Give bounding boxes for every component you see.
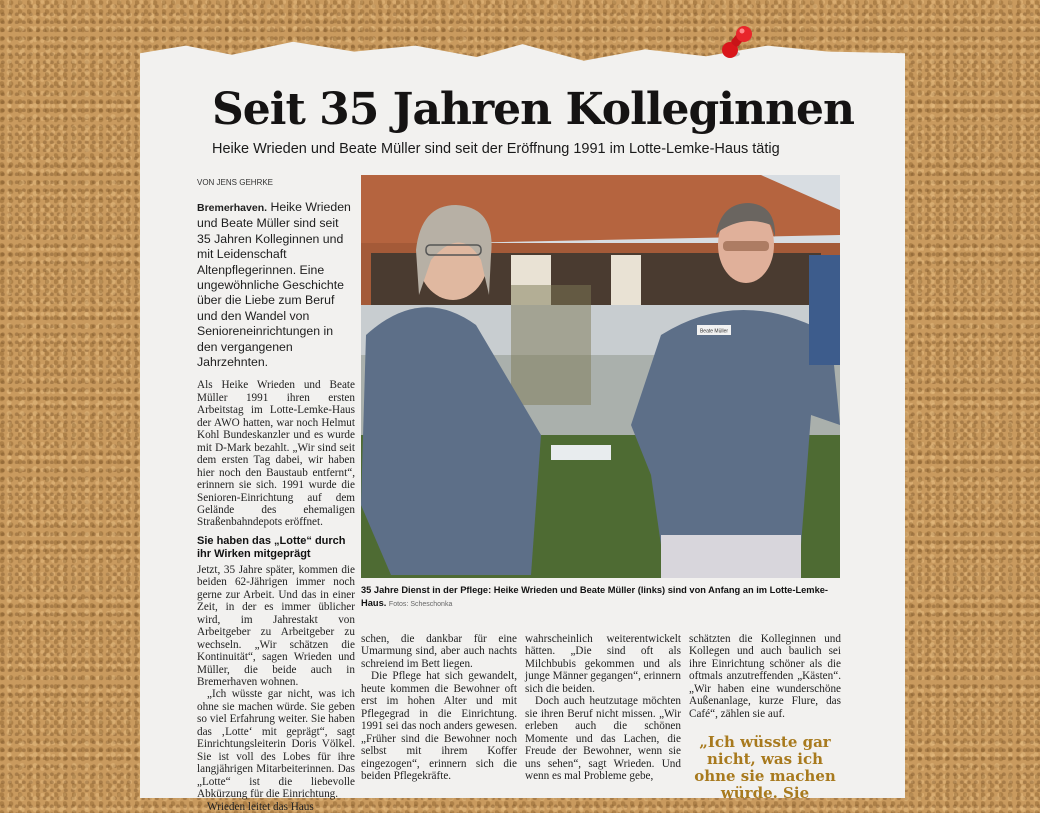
column-3 bbox=[525, 633, 681, 782]
caption-text: 35 Jahre Dienst in der Pflege: Heike Wrieden und Beate Müller (links) sind von Anfang an im Lotte-Lemke-Haus. bbox=[361, 585, 829, 608]
photo-scene bbox=[361, 175, 840, 578]
column-1 bbox=[197, 379, 355, 813]
paragraph: Als Heike Wrieden und Beate Müller 1991 ihren ersten Arbeitstag im Lotte-Lemke-Haus der AWO hatten, war noch Helmut Kohl Bundeskanzler und es wurde mit D-Mark bezahlt. „Wir sind seit dem ersten Tag dabei, wir haben hier noch den Baustaub entfernt“, erinnern sie sich. 1991 wurde die Senioren-Einrichtung auf dem Gelände des ehemaligen Straßenbahndepots eröffnet. bbox=[197, 379, 355, 529]
column-4 bbox=[689, 633, 841, 802]
name-tag-text: Beate Müller bbox=[699, 328, 729, 335]
paragraph: Jetzt, 35 Jahre später, kommen die beiden 62-Jährigen immer noch gerne zur Arbeit. Und das in einer Zeit, in der es immer üblicher wird, im Jahrestakt von Arbeitgeber zu Arbeitgeber zu wechseln. „Wir schätzen die Kontinuität“, sagen Wrieden und Müller, die beide auch in Bremerhaven wohnen. bbox=[197, 563, 355, 688]
photo-caption bbox=[361, 584, 843, 611]
dateline: Bremerhaven. bbox=[197, 202, 268, 214]
paragraph: wahrscheinlich weiterentwickelt hätten. „Die sind oft als Milchbubis gekommen und als junge Männer gegangen“, erinnern sich die beiden. bbox=[525, 633, 681, 695]
paragraph: schätzten die Kolleginnen und Kollegen und auch baulich sei ihre Einrichtung schöner als die oftmals anzutreffenden „Kästen“. „Wir haben eine wunderschöne Außenanlage, kurze Flure, das Café“, zählen sie auf. bbox=[689, 633, 841, 720]
headline: Seit 35 Jahren Kolleginnen bbox=[212, 84, 854, 135]
paragraph: Wrieden leitet das Haus bbox=[207, 800, 314, 813]
lower-columns bbox=[361, 633, 843, 802]
byline: VON JENS GEHRKE bbox=[197, 178, 274, 187]
pull-quote: „Ich wüsste gar nicht, was ich ohne sie machen würde. Sie bbox=[694, 733, 836, 803]
lead-paragraph bbox=[197, 200, 355, 370]
pushpin-icon bbox=[716, 24, 756, 64]
paragraph: Die Pflege hat sich gewandelt, heute kommen die Bewohner oft erst im hohen Alter und mit Pflegegrad in die Einrichtung. 1991 sei das noch anders gewesen. „Früher sind die Bewohner noch selbst mit ihrem Koffer eingezogen“, erinnern sich die beiden Pflegekräfte. bbox=[361, 670, 517, 782]
article-photo bbox=[361, 175, 840, 578]
lower-section bbox=[361, 584, 843, 802]
column-2 bbox=[361, 633, 517, 782]
paragraph: schen, die dankbar für eine Umarmung sind, aber auch nachts schreiend im Bett liegen. bbox=[361, 633, 517, 670]
paragraph: „Ich wüsste gar nicht, was ich ohne sie machen würde. Sie geben so viel Erfahrung weiter. Sie haben das ‚Lotte‘ mit geprägt“, sagt Einrichtungsleiterin Doris Völkel. Sie ist voll des Lobes für ihre langjährigen Mitarbeiterinnen. Das „Lotte“ ist die liebevolle Abkürzung für die Einrichtung. bbox=[197, 688, 355, 801]
paragraph: Doch auch heutzutage möchten sie ihren Beruf nicht missen. „Wir erleben auch die schönen Momente und das Lachen, die Freude der Bewohner, wenn sie uns sehen“, sagt Wrieden. Und wenn es mal Probleme gebe, bbox=[525, 695, 681, 782]
subheading: Sie haben das „Lotte“ durch ihr Wirken mitgeprägt bbox=[197, 534, 346, 560]
photo-credit: Fotos: Scheschonka bbox=[388, 600, 453, 608]
lead-text: Heike Wrieden und Beate Müller sind seit 35 Jahren Kolleginnen und mit Leidenschaft Altenpflegerinnen. Eine ungewöhnliche Geschichte über die Liebe zum Beruf und den Wandel von Senioreneinrichtungen in den vergangenen Jahrzehnten. bbox=[197, 200, 351, 370]
left-column bbox=[197, 178, 355, 813]
subheadline: Heike Wrieden und Beate Müller sind seit der Eröffnung 1991 im Lotte-Lemke-Haus tätig bbox=[212, 141, 780, 157]
